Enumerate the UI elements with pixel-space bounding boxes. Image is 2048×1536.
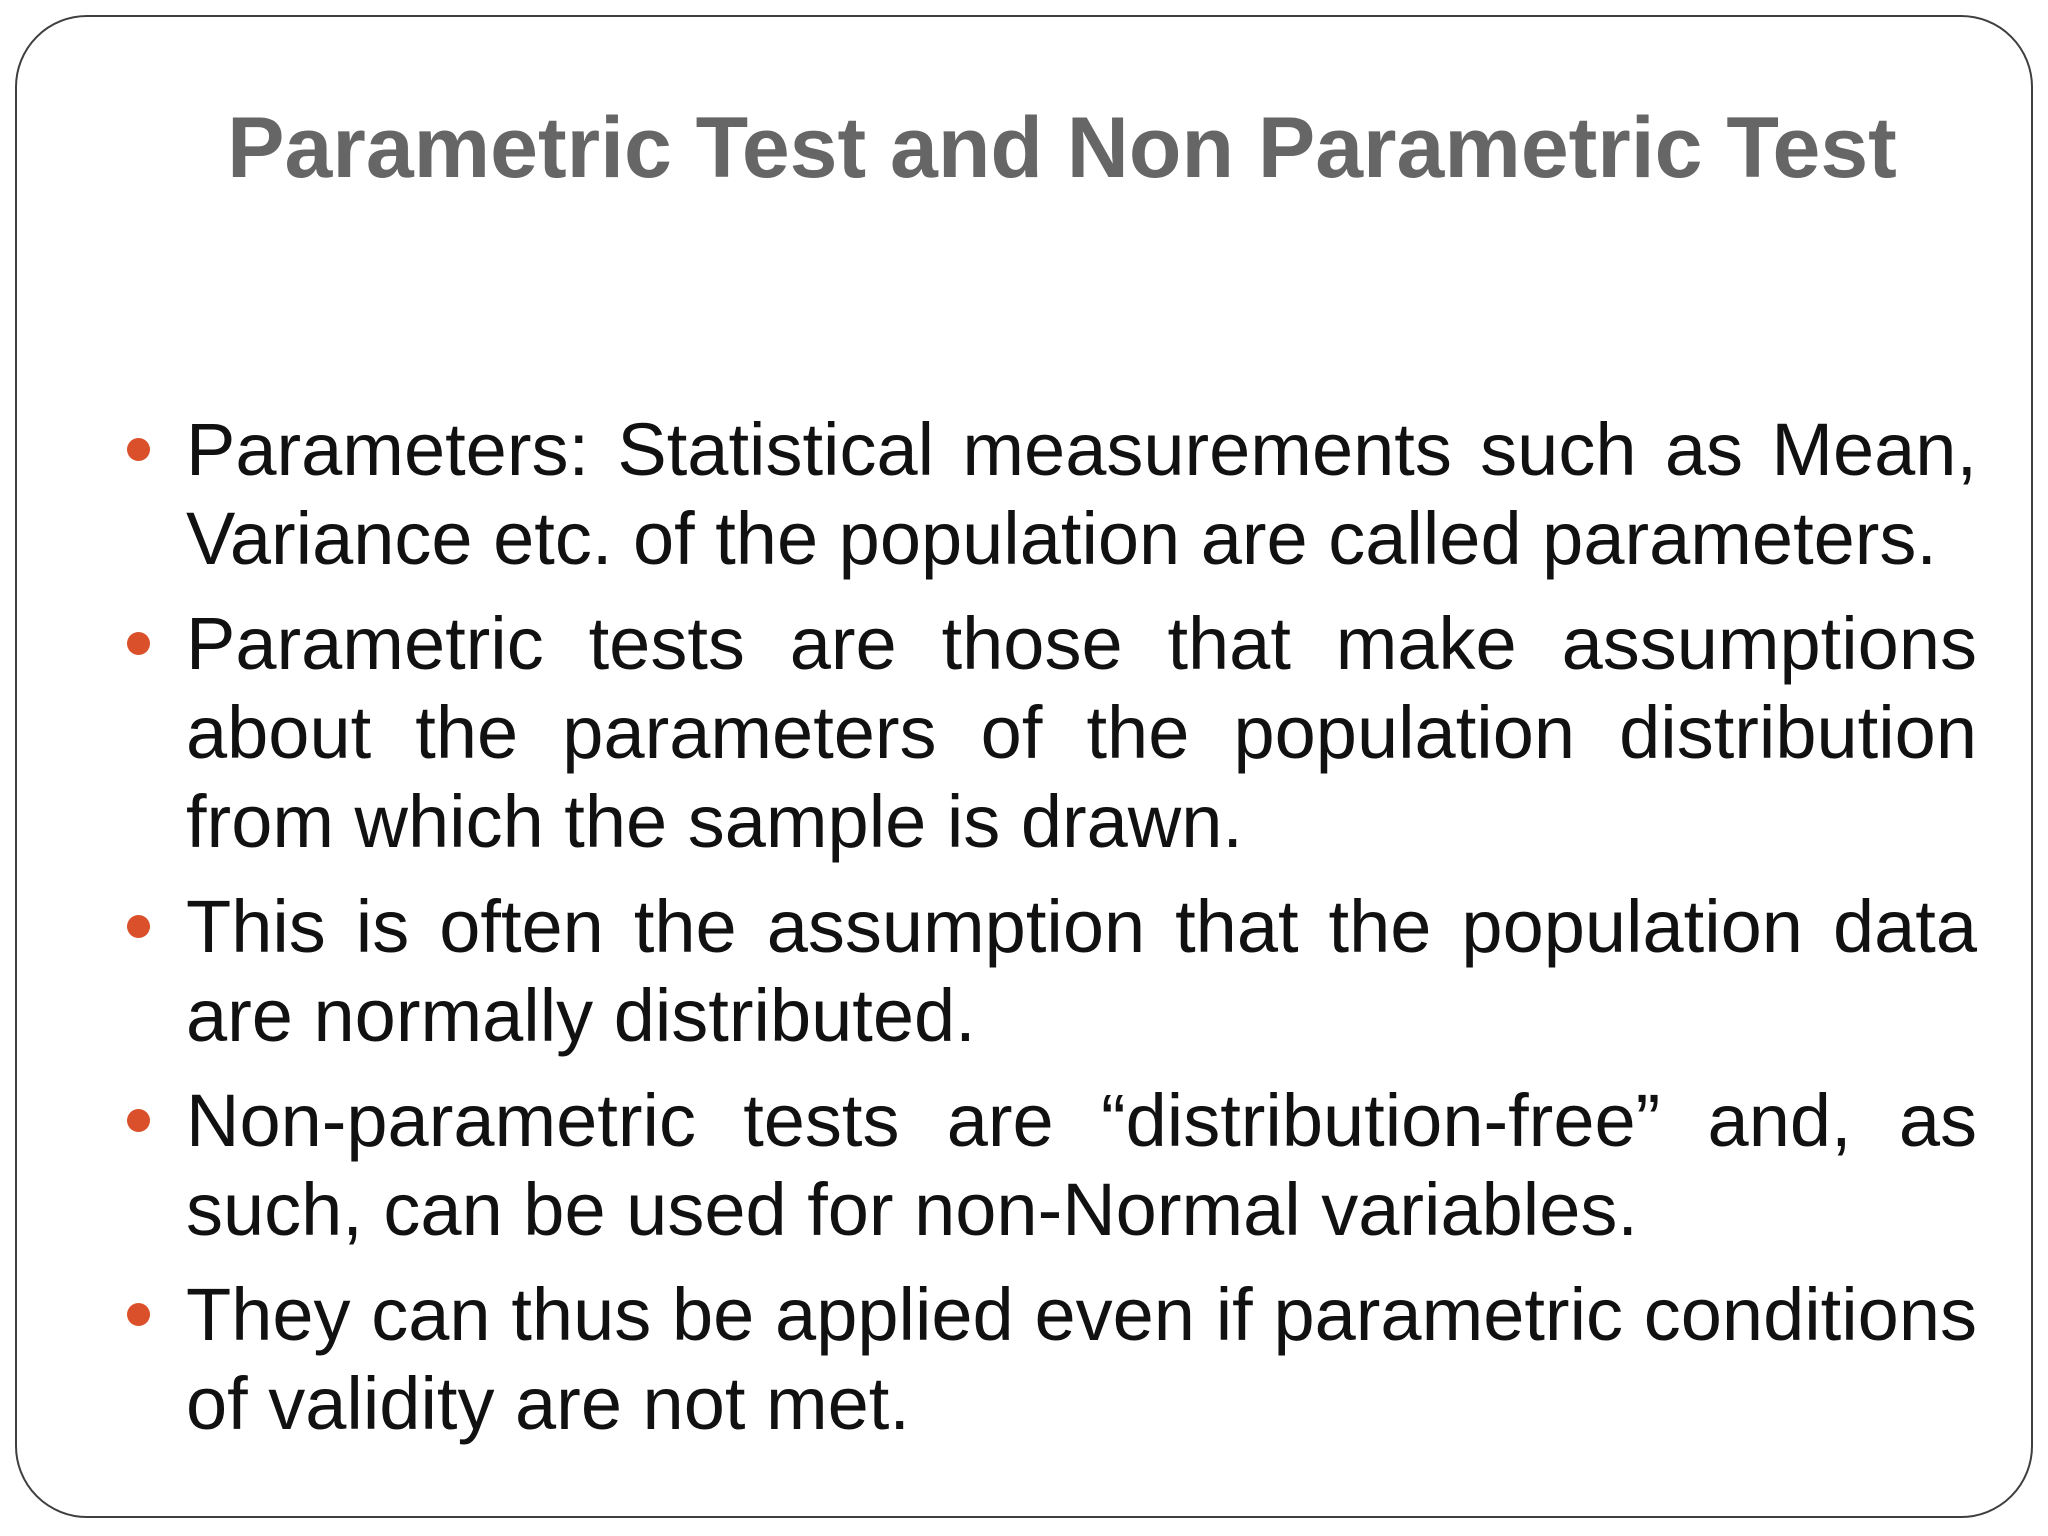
bullet-item-normal-assumption xyxy=(127,882,1977,1060)
bullet-item-parameters xyxy=(127,405,1977,583)
bullet-dot-icon xyxy=(127,1303,150,1326)
bullet-item-parametric-tests xyxy=(127,599,1977,866)
bullet-item-conditions-not-met xyxy=(127,1270,1977,1448)
bullet-dot-icon xyxy=(127,438,150,461)
bullet-text: They can thus be applied even if parametric conditions of validity are not met. xyxy=(186,1273,1977,1445)
bullet-dot-icon xyxy=(127,1109,150,1132)
slide-title: Parametric Test and Non Parametric Test xyxy=(227,100,1897,196)
slide-frame xyxy=(15,15,2033,1518)
bullet-text: Parametric tests are those that make assumptions about the parameters of the population distribution from which the sample is drawn. xyxy=(186,602,1977,863)
bullet-dot-icon xyxy=(127,915,150,938)
bullet-dot-icon xyxy=(127,632,150,655)
bullet-text: This is often the assumption that the population data are normally distributed. xyxy=(186,885,1977,1057)
bullet-list xyxy=(127,405,1977,1464)
bullet-item-non-parametric-tests xyxy=(127,1076,1977,1254)
bullet-text: Non-parametric tests are “distribution-free” and, as such, can be used for non-Normal variables. xyxy=(186,1079,1977,1251)
bullet-text: Parameters: Statistical measurements such as Mean, Variance etc. of the population are called parameters. xyxy=(186,408,1977,580)
